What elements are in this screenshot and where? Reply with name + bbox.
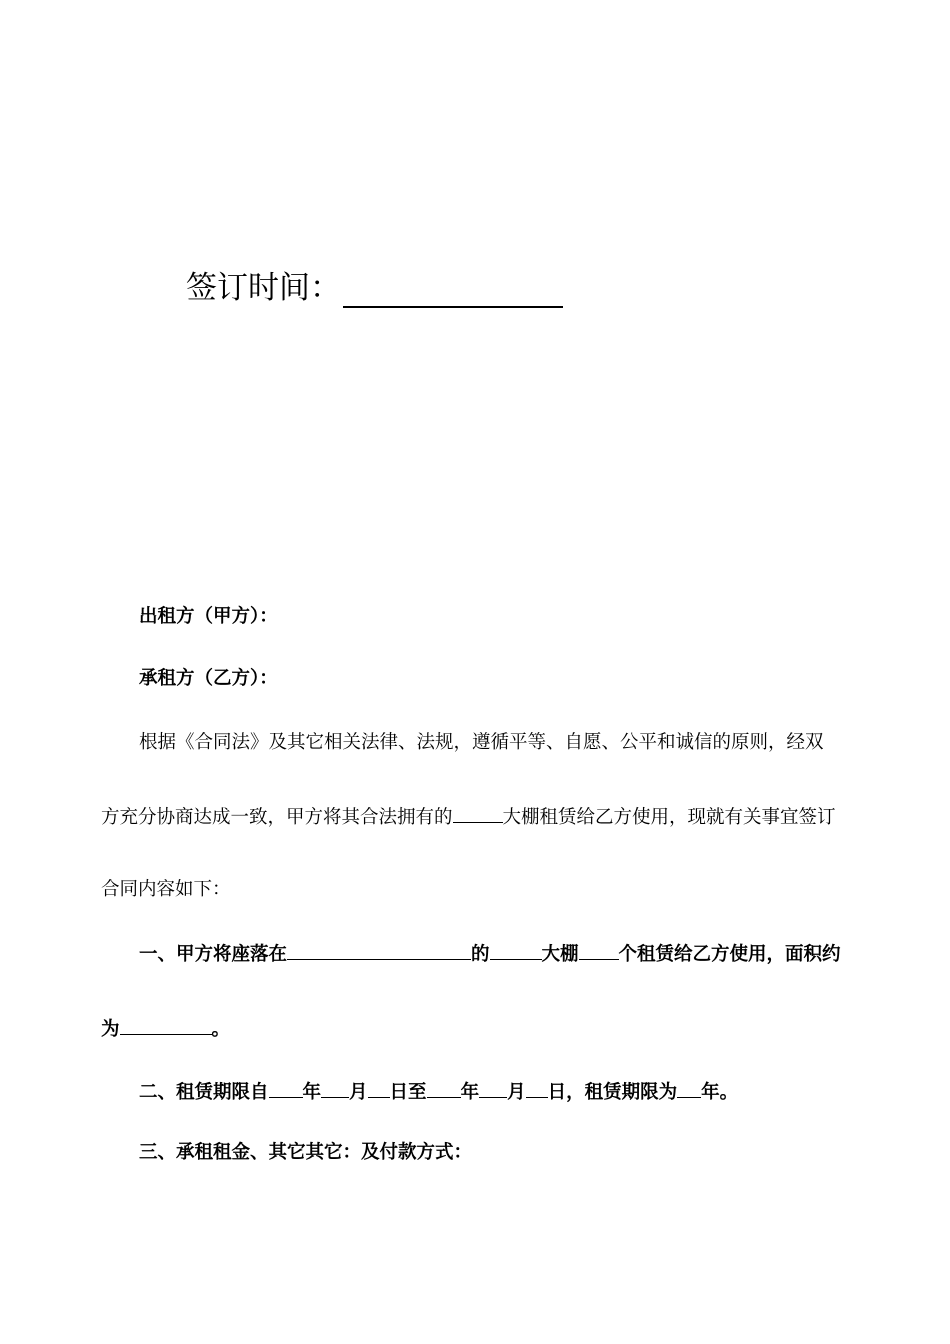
clause-2-b: 年 (302, 1082, 322, 1103)
clause-1-a: 一、甲方将座落在 (139, 944, 288, 965)
sign-date-line (186, 268, 563, 308)
end-day-blank[interactable] (526, 1079, 548, 1098)
clause-2-c: 月 (349, 1082, 368, 1103)
intro-line-1: 根据《合同法》及其它相关法律、法规，遵循平等、自愿、公平和诚信的原则，经双 (139, 732, 824, 753)
sign-date-label: 签订时间： (186, 270, 341, 306)
clause-2-f: 月 (507, 1082, 526, 1103)
clause-2-g: 日，租赁期限为 (547, 1082, 678, 1103)
intro-line-3: 合同内容如下： (101, 879, 231, 900)
sign-date-blank[interactable] (343, 276, 563, 308)
clause-2-a: 二、租赁期限自 (139, 1082, 269, 1103)
clause-1-f: 。 (211, 1019, 231, 1040)
intro-line-2-a: 方充分协商达成一致，甲方将其合法拥有的 (101, 807, 453, 828)
lessee-label: 承租方（乙方）： (139, 668, 278, 689)
clause-2-d: 日至 (389, 1082, 427, 1103)
greenhouse-type-blank[interactable] (453, 804, 503, 823)
clause-1-b: 的 (471, 944, 490, 965)
clause-2-h: 年。 (701, 1082, 739, 1103)
area-blank[interactable] (120, 1016, 212, 1035)
end-year-blank[interactable] (427, 1079, 461, 1098)
intro-line-2 (101, 804, 836, 830)
clause-1-c: 大棚 (541, 944, 579, 965)
clause-2 (139, 1079, 738, 1105)
clause-1-d: 个租赁给乙方使用，面积约 (618, 944, 841, 965)
clause-2-e: 年 (460, 1082, 480, 1103)
clause-1-line-1 (139, 941, 841, 967)
start-day-blank[interactable] (368, 1079, 390, 1098)
intro-line-2-b: 大棚租赁给乙方使用，现就有关事宜签订 (502, 807, 836, 828)
start-year-blank[interactable] (269, 1079, 303, 1098)
end-month-blank[interactable] (479, 1079, 507, 1098)
greenhouse-kind-blank[interactable] (490, 941, 542, 960)
clause-1-e: 为 (101, 1019, 120, 1040)
term-years-blank[interactable] (677, 1079, 701, 1098)
location-blank[interactable] (287, 941, 471, 960)
clause-3: 三、承租租金、其它其它：及付款方式： (139, 1142, 473, 1163)
start-month-blank[interactable] (321, 1079, 349, 1098)
greenhouse-count-blank[interactable] (579, 941, 619, 960)
lessor-label: 出租方（甲方）： (139, 606, 278, 627)
clause-1-line-2 (101, 1016, 230, 1042)
